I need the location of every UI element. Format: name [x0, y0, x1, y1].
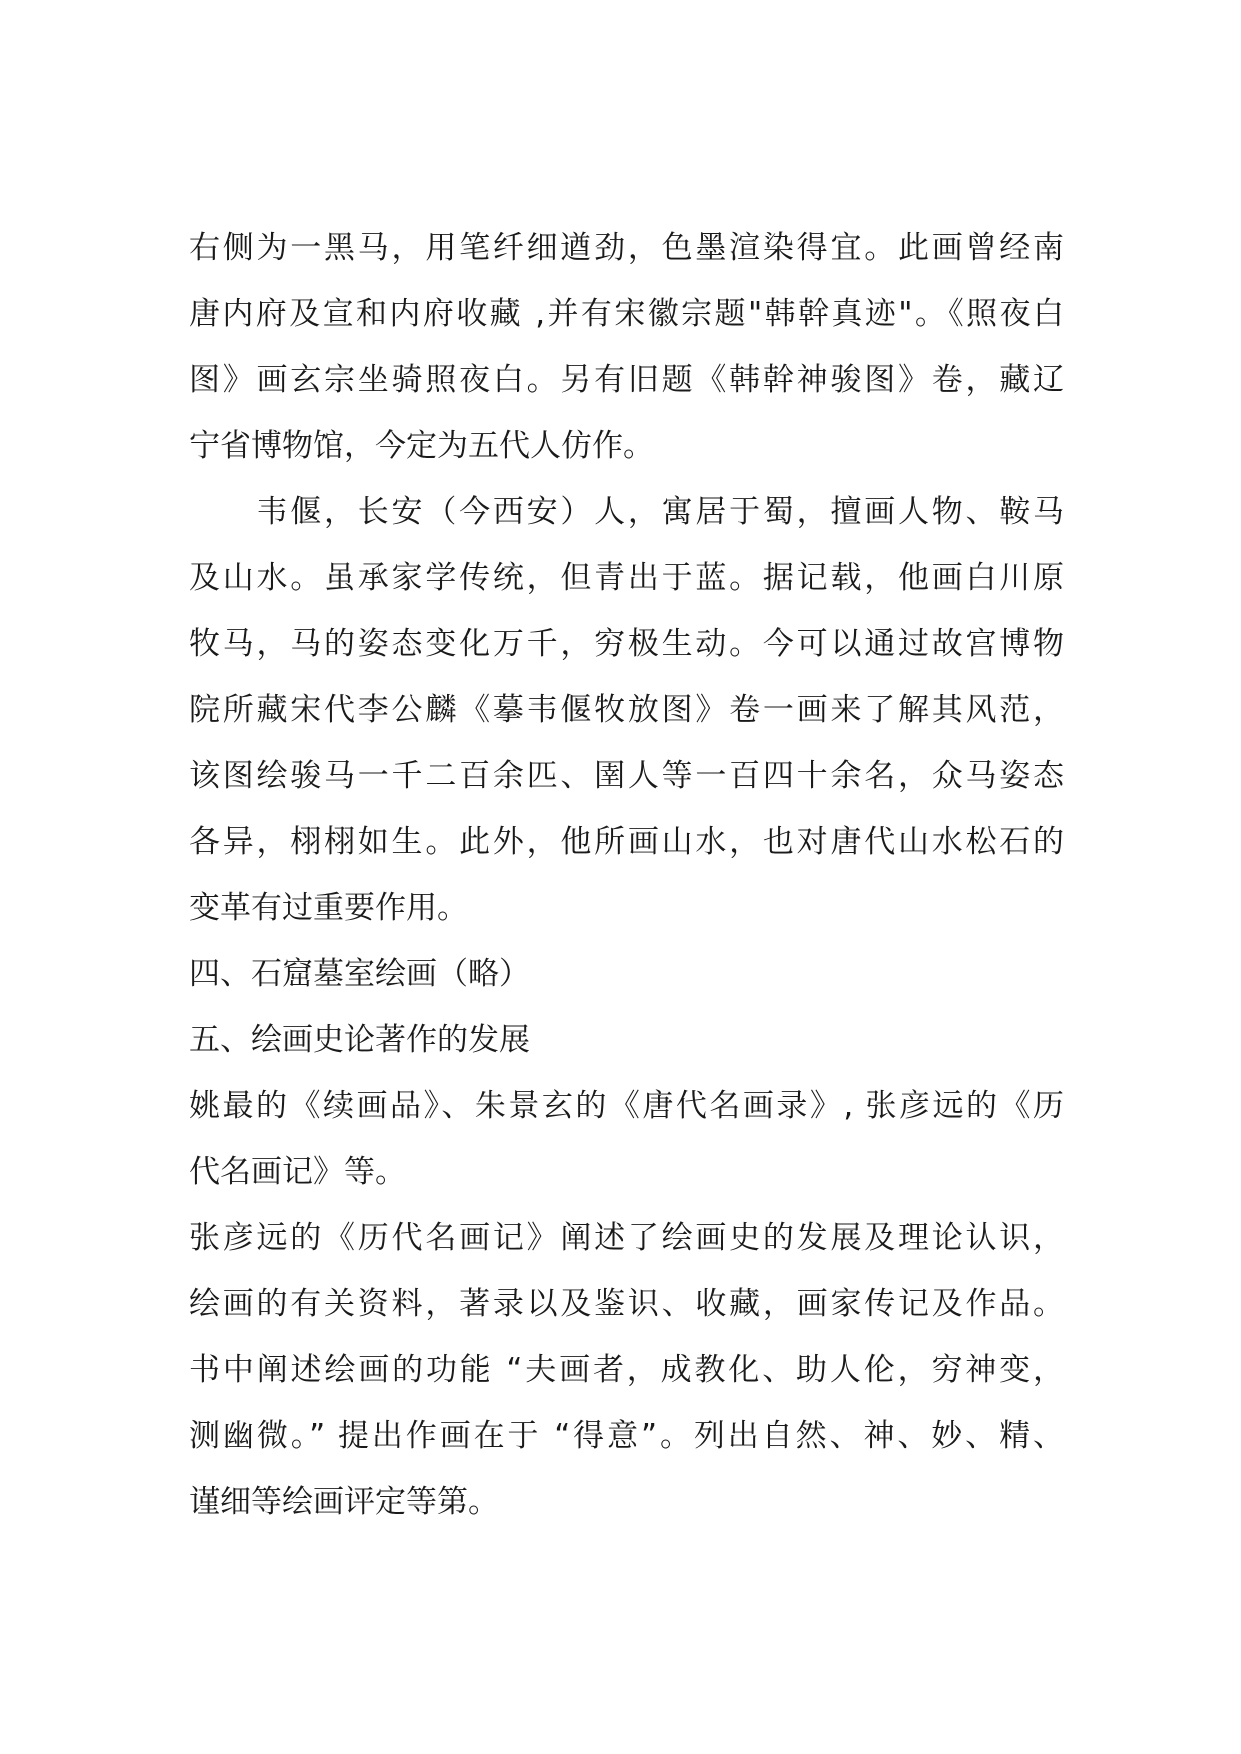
text-line: 各异，栩栩如生。此外，他所画山水，也对唐代山水松石的 — [189, 824, 1064, 860]
text-line: 及山水。虽承家学传统，但青出于蓝。据记载，他画白川原 — [189, 560, 1064, 596]
text-line: 张彦远的《历代名画记》阐述了绘画史的发展及理论认识， — [189, 1220, 1064, 1256]
text-line: 韦偃，长安（今西安）人，寓居于蜀，擅画人物、鞍马 — [189, 494, 1064, 530]
text-line: 代名画记》等。 — [189, 1154, 406, 1190]
section-heading: 四、石窟墓室绘画（略） — [189, 956, 530, 992]
body-text — [189, 215, 1064, 1535]
text-line: 牧马，马的姿态变化万千，穷极生动。今可以通过故宫博物 — [189, 626, 1064, 662]
text-line: 右侧为一黑马，用笔纤细遒劲，色墨渲染得宜。此画曾经南 — [189, 230, 1064, 266]
text-line: 宁省博物馆，今定为五代人仿作。 — [189, 428, 654, 464]
section-heading: 五、绘画史论著作的发展 — [189, 1022, 530, 1058]
text-line: 书中阐述绘画的功能 “夫画者，成教化、助人伦，穷神变， — [189, 1352, 1064, 1388]
text-line: 姚最的《续画品》、朱景玄的《唐代名画录》, 张彦远的《历 — [189, 1088, 1064, 1124]
text-line: 唐内府及宣和内府收藏 ,并有宋徽宗题"韩幹真迹"。《照夜白 — [189, 296, 1064, 332]
text-line: 院所藏宋代李公麟《摹韦偃牧放图》卷一画来了解其风范， — [189, 692, 1064, 728]
text-line: 该图绘骏马一千二百余匹、圉人等一百四十余名，众马姿态 — [189, 758, 1064, 794]
text-line: 绘画的有关资料，著录以及鉴识、收藏，画家传记及作品。 — [189, 1286, 1064, 1322]
text-line: 谨细等绘画评定等第。 — [189, 1484, 499, 1520]
text-line: 变革有过重要作用。 — [189, 890, 468, 926]
text-line: 测幽微。” 提出作画在于 “得意”。列出自然、神、妙、精、 — [189, 1418, 1064, 1454]
text-line: 图》画玄宗坐骑照夜白。另有旧题《韩幹神骏图》卷，藏辽 — [189, 362, 1064, 398]
